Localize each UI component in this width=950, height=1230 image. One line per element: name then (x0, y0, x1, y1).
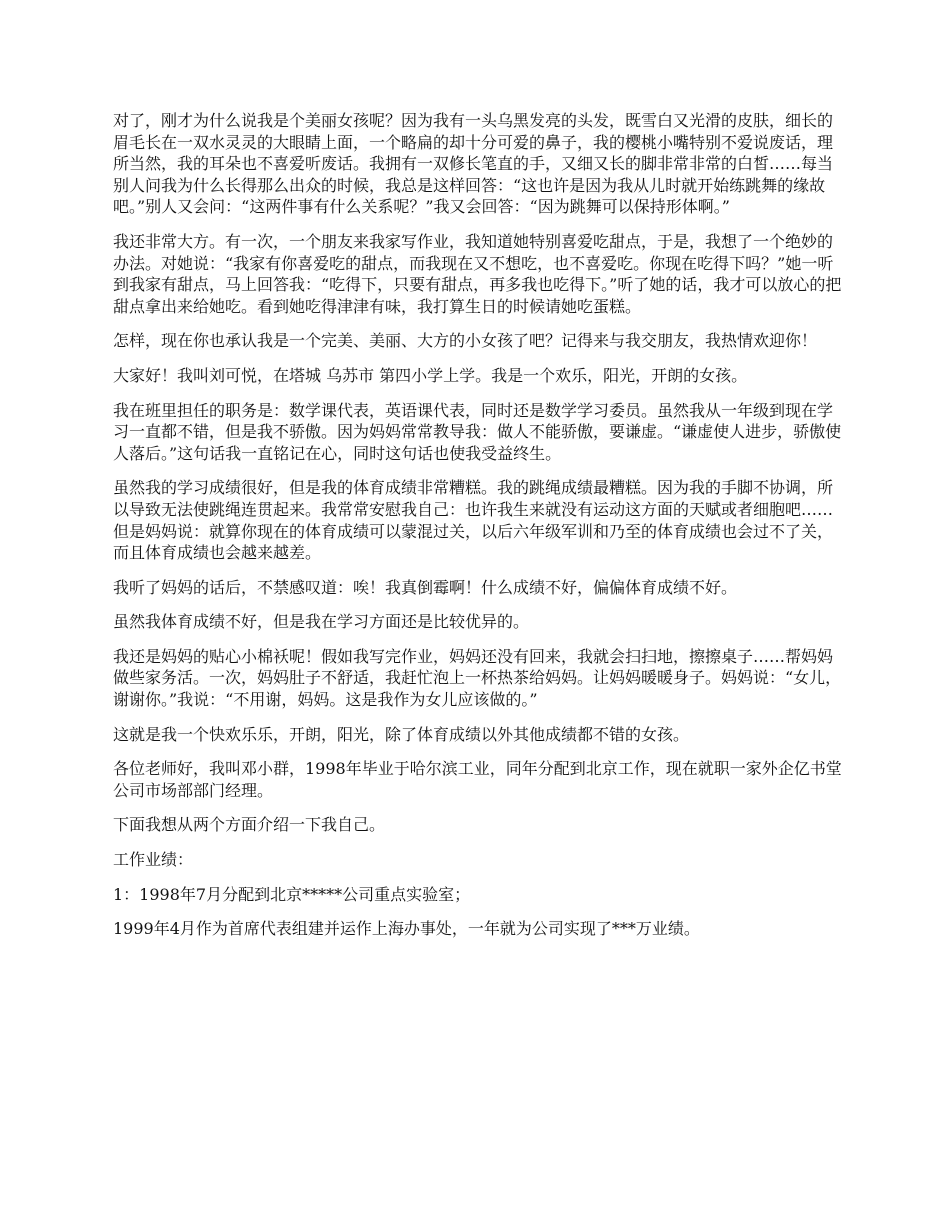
document-body (113, 110, 843, 953)
paragraph: 大家好！我叫刘可悦，在塔城 乌苏市 第四小学上学。我是一个欢乐，阳光，开朗的女孩。 (113, 365, 748, 385)
paragraph: 各位老师好，我叫邓小群，1998年毕业于哈尔滨工业，同年分配到北京工作，现在就职一家外企亿书堂公司市场部部门经理。 (113, 759, 842, 800)
paragraph: 虽然我体育成绩不好，但是我在学习方面还是比较优异的。 (113, 612, 530, 632)
section-heading: 工作业绩： (113, 850, 194, 870)
paragraph: 虽然我的学习成绩很好，但是我的体育成绩非常糟糕。我的跳绳成绩最糟糕。因为我的手脚不协调，所以导致无法使跳绳连贯起来。我常常安慰我自己：也许我生来就没有运动这方面的天赋或者细胞吧……但是妈妈说：就算你现在的体育成绩可以蒙混过关，以后六年级军训和乃至的体育成绩也会过不了关，而且体育成绩也会越来越差。 (113, 478, 834, 563)
list-item: 1：1998年7月分配到北京*****公司重点实验室； (113, 884, 471, 904)
paragraph: 对了，刚才为什么说我是个美丽女孩呢？因为我有一头乌黑发亮的头发，既雪白又光滑的皮肤，细长的眉毛长在一双水灵灵的大眼睛上面，一个略扁的却十分可爱的鼻子，我的樱桃小嘴特别不爱说废话，理所当然，我的耳朵也不喜爱听废话。我拥有一双修长笔直的手，又细又长的脚非常非常的白皙……每当别人问我为什么长得那么出众的时候，我总是这样回答：“这也许是因为我从儿时就开始练跳舞的缘故吧。”别人又会问：“这两件事有什么关系呢？”我又会回答：“因为跳舞可以保持形体啊。” (113, 111, 834, 217)
list-item: 1999年4月作为首席代表组建并运作上海办事处，一年就为公司实现了***万业绩。 (113, 919, 700, 939)
paragraph: 怎样，现在你也承认我是一个完美、美丽、大方的小女孩了吧？记得来与我交朋友，我热情欢迎你！ (113, 331, 818, 351)
paragraph: 我还非常大方。有一次，一个朋友来我家写作业，我知道她特别喜爱吃甜点，于是，我想了一个绝妙的办法。对她说：“我家有你喜爱吃的甜点，而我现在又不想吃，也不喜爱吃。你现在吃得下吗？”她一听到我家有甜点，马上回答我：“吃得下，只要有甜点，再多我也吃得下。”听了她的话，我才可以放心的把甜点拿出来给她吃。看到她吃得津津有味，我打算生日的时候请她吃蛋糕。 (113, 231, 842, 316)
paragraph: 我在班里担任的职务是：数学课代表，英语课代表，同时还是数学学习委员。虽然我从一年级到现在学习一直都不错，但是我不骄傲。因为妈妈常常教导我：做人不能骄傲，要谦虚。“谦虚使人进步，骄傲使人落后。”这句话我一直铭记在心，同时这句话也使我受益终生。 (113, 400, 842, 463)
paragraph: 我听了妈妈的话后，不禁感叹道：唉！我真倒霉啊！什么成绩不好，偏偏体育成绩不好。 (113, 577, 738, 597)
paragraph: 我还是妈妈的贴心小棉袄呢！假如我写完作业，妈妈还没有回来，我就会扫扫地，擦擦桌子……帮妈妈做些家务活。一次，妈妈肚子不舒适，我赶忙泡上一杯热茶给妈妈。让妈妈暖暖身子。妈妈说：“女儿，谢谢你。”我说：“不用谢，妈妈。这是我作为女儿应该做的。” (113, 646, 842, 710)
paragraph: 这就是我一个快欢乐乐，开朗，阳光，除了体育成绩以外其他成绩都不错的女孩。 (113, 724, 690, 744)
paragraph: 下面我想从两个方面介绍一下我自己。 (113, 815, 386, 835)
